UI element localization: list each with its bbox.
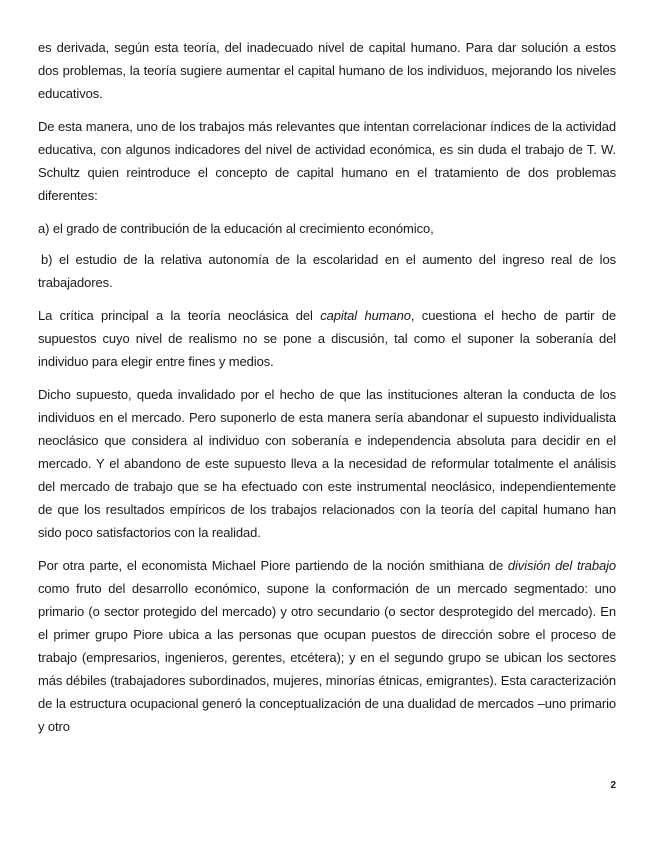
paragraph-piore [38,554,616,738]
capital-humano-italic: capital humano [320,308,411,323]
paragraph-assumption: Dicho supuesto, queda invalidado por el hecho de que las instituciones alteran la conducta de los individuos en el mercado. Pero suponerlo de esta manera sería abandonar el supuesto individualista neoclásico que considera al individuo con soberanía e independencia absoluta para decidir en el mercado. Y el abandono de este supuesto lleva a la necesidad de reformular totalmente el análisis del mercado de trabajo que se ha efectuado con este instrumental neoclásico, independientemente de que los resultados empíricos de los trabajos relacionados con la teoría del capital humano han sido poco satisfactorios con la realidad. [38,387,616,540]
division-del-trabajo-italic: división del trabajo [507,558,616,573]
paragraph-1: es derivada, según esta teoría, del inadecuado nivel de capital humano. Para dar solución a estos dos problemas, la teoría sugiere aumentar el capital humano de los individuos, mejorando los niveles educativos. [38,40,616,101]
paragraph-critique-start: La crítica principal a la teoría neoclásica del [38,308,321,323]
paragraph-critique-end: , cuestiona el hecho de partir de supuestos cuyo nivel de realismo no se pone a discusión, tal como el suponer la soberanía del individuo para elegir entre fines y medios. [38,308,616,369]
paragraph-critique [38,304,616,373]
body-text [38,36,616,748]
paragraph-2: De esta manera, uno de los trabajos más relevantes que intentan correlacionar índices de la actividad educativa, con algunos indicadores del nivel de actividad económica, es sin duda el trabajo de T. W. Schultz quien reintroduce el concepto de capital humano en el tratamiento de dos problemas diferentes: [38,119,616,203]
paragraph-piore-start: Por otra parte, el economista Michael Piore partiendo de la noción smithiana de [38,558,508,573]
paragraph-piore-end: como fruto del desarrollo económico, supone la conformación de un mercado segmentado: uno primario (o sector protegido del mercado) y otro secundario (o sector desprotegido del mercado). En el primer grupo Piore ubica a las personas que ocupan puestos de dirección sobre el proceso de trabajo (empresarios, ingenieros, gerentes, etcétera); y en el segundo grupo se ubican los sectores más débiles (trabajadores subordinados, mujeres, minorías étnicas, emigrantes). Esta caracterización de la estructura ocupacional generó la conceptualización de una dualidad de mercados –uno primario y otro [38,581,616,734]
list-item-b: b) el estudio de la relativa autonomía de la escolaridad en el aumento del ingreso real de los trabajadores. [38,252,616,290]
page-number: 2 [610,780,616,791]
list-item-a: a) el grado de contribución de la educación al crecimiento económico, [38,221,434,236]
